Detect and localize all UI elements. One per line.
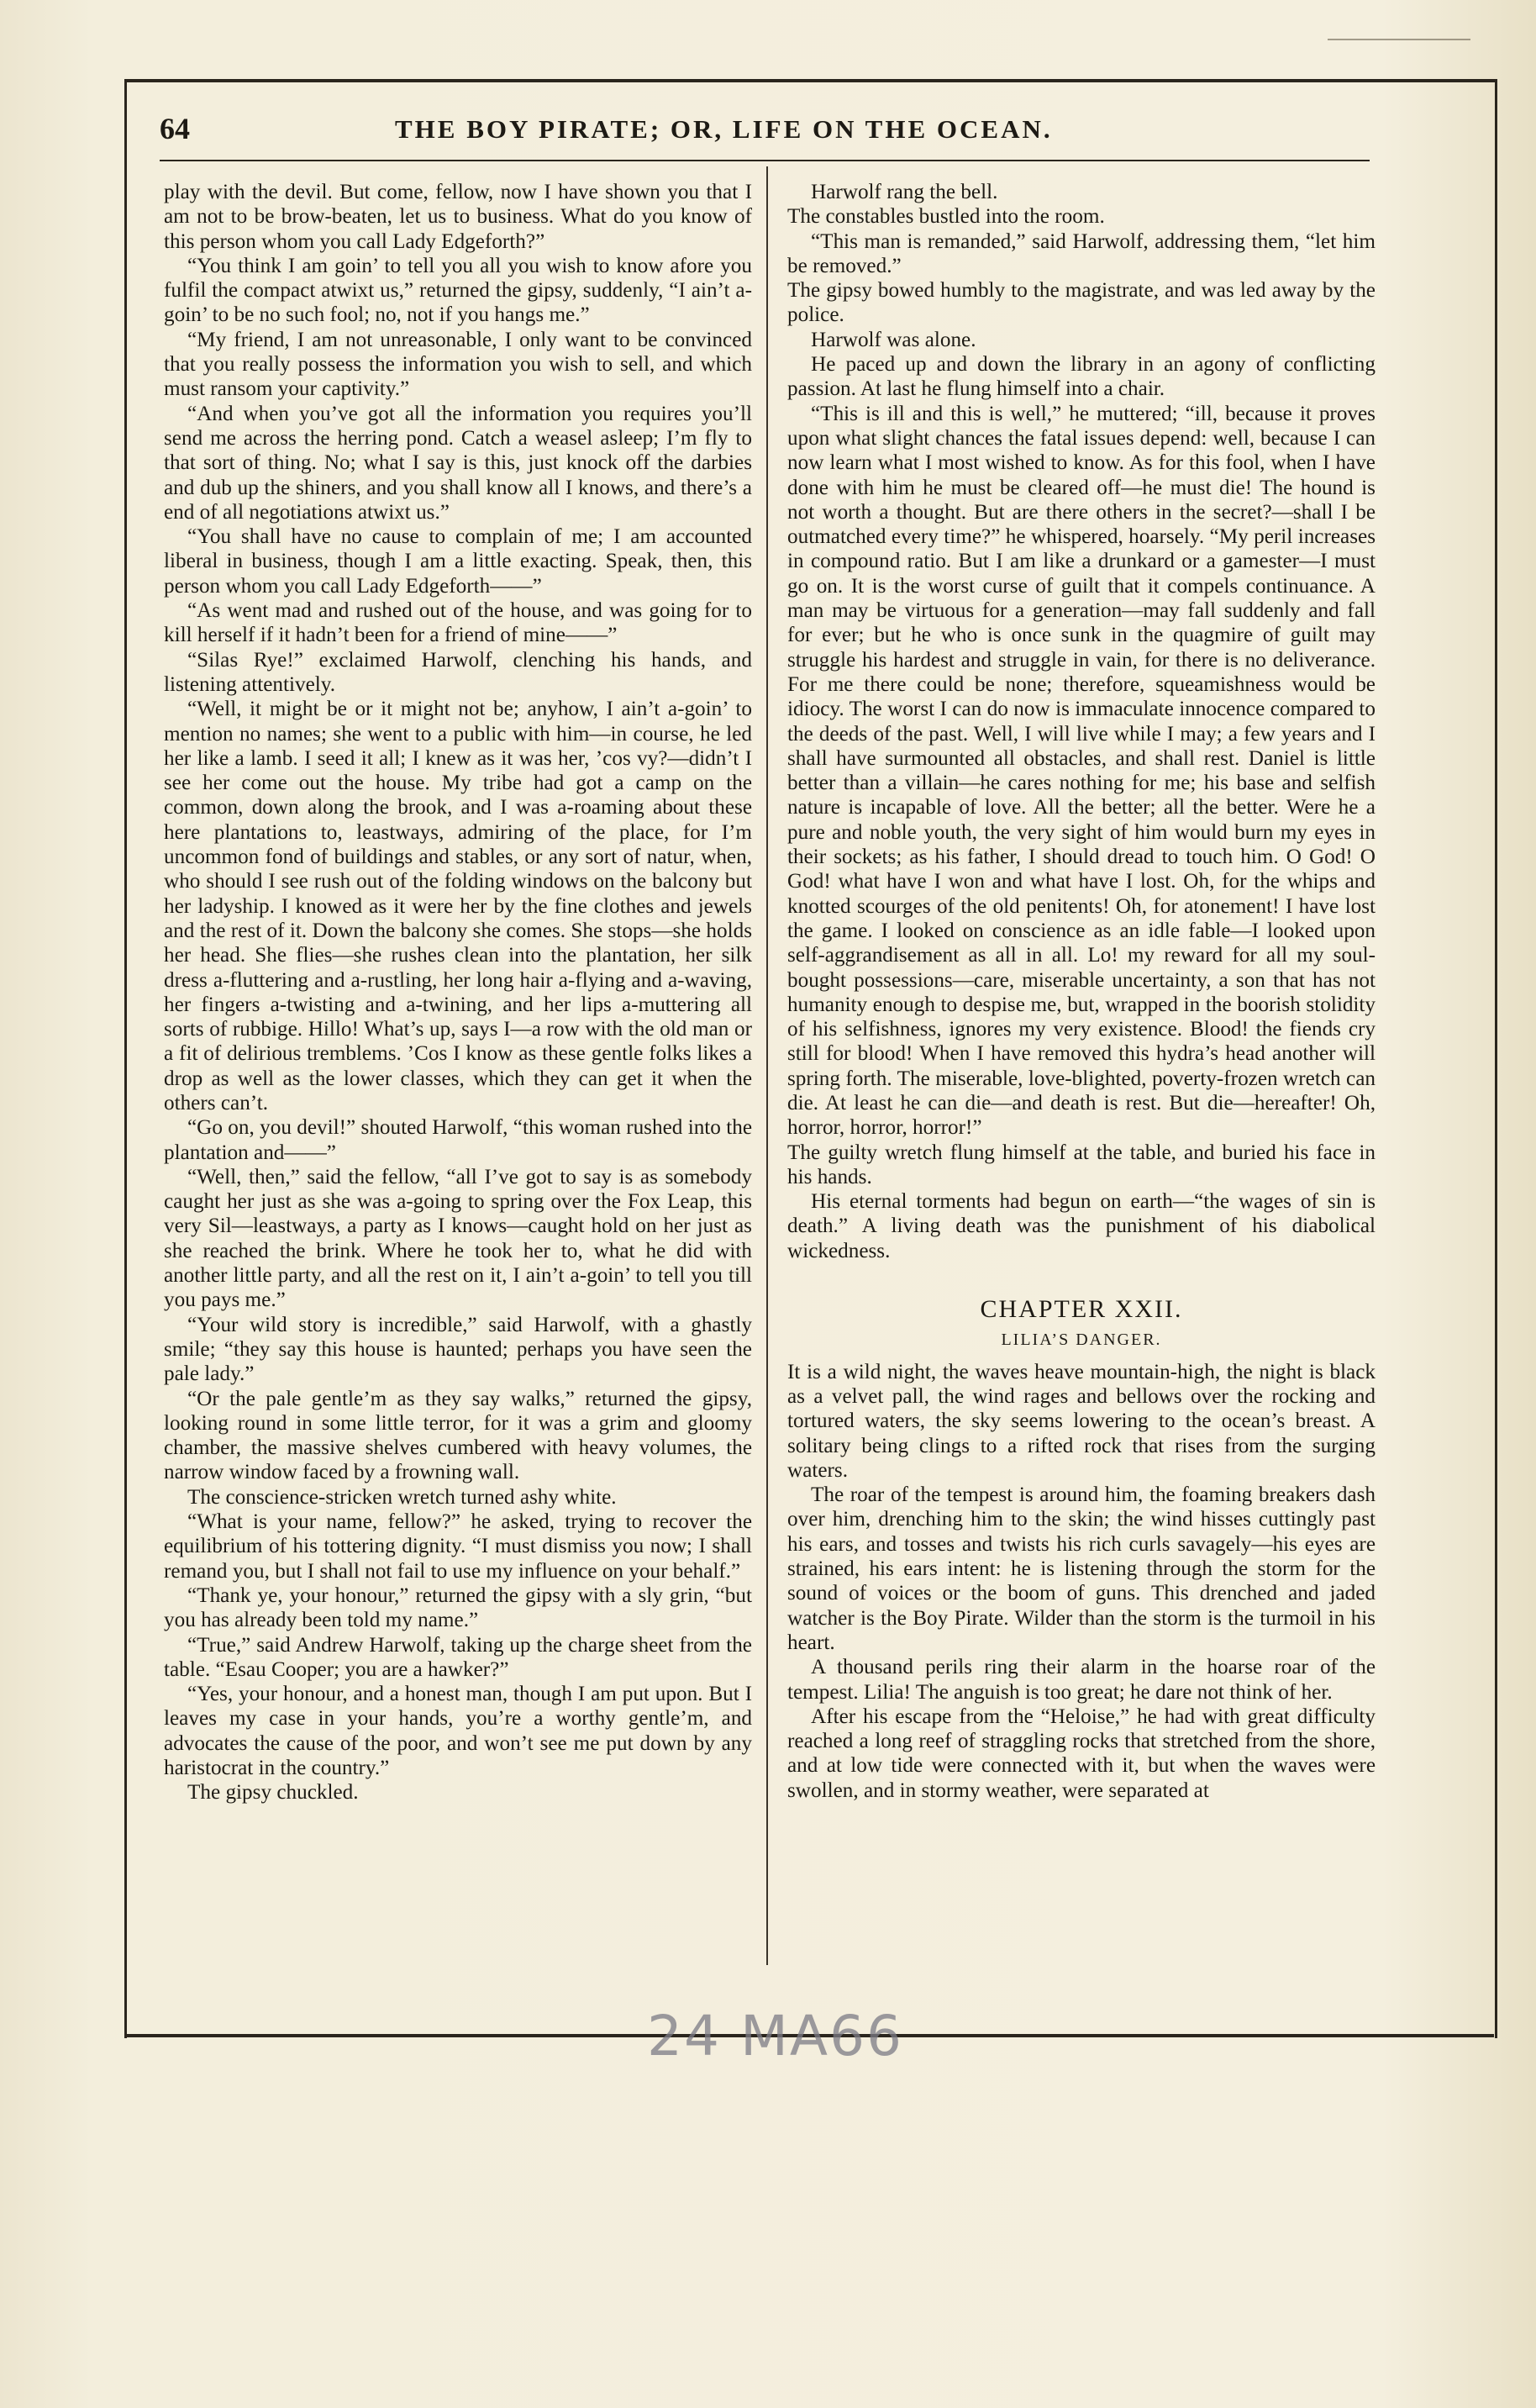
paragraph: “As went mad and rushed out of the house, and was going for to kill herself if it hadn’t been for a friend of mine——” [164, 599, 752, 647]
column-divider [766, 166, 768, 1965]
library-stamp: 24 MA66 [647, 2004, 904, 2068]
paragraph: The gipsy chuckled. [187, 1781, 359, 1805]
paragraph: The conscience-stricken wretch turned ashy white. [187, 1485, 617, 1509]
paragraph: “You shall have no cause to complain of me; I am accounted liberal in business, though I am a little exacting. Speak, then, this person whom you call Lady Edgeforth——” [164, 525, 752, 598]
header-rule [160, 160, 1370, 161]
paragraph: “Go on, you devil!” shouted Harwolf, “this woman rushed into the plantation and——” [164, 1116, 752, 1164]
running-title: THE BOY PIRATE; OR, LIFE ON THE OCEAN. [395, 114, 1053, 144]
paragraph: Harwolf rang the bell. [811, 181, 998, 203]
paragraph: “And when you’ve got all the information you requires you’ll send me across the herring pond. Catch a weasel asleep; I’m fly to that sort of thing. No; what I say is this, just knock off the darbies and dub up the shiners, and you shall know all I knows, and there’s a end of all negotiations atwixt us.” [164, 402, 752, 524]
left-column [164, 180, 752, 1805]
paragraph: “Thank ye, your honour,” returned the gipsy with a sly grin, “but you has already been told my name.” [164, 1583, 752, 1632]
paragraph: “Well, then,” said the fellow, “all I’ve got to say is as somebody caught her just as she was a-going to spring over the Fox Leap, this very Sil—leastways, a party as I knows—caught hold on her just as she reached the brink. Where he took her to, what he did with another little party, and all the rest on it, I ain’t a-goin’ to tell you till you pays me.” [164, 1165, 752, 1312]
paragraph: He paced up and down the library in an agony of conflicting passion. At last he flung himself into a chair. [787, 353, 1376, 401]
paragraph: play with the devil. But come, fellow, now I have shown you that I am not to be brow-beaten, let us to business. What do you know of this person whom you call Lady Edgeforth?” [164, 181, 752, 253]
paragraph: “Well, it might be or it might not be; anyhow, I ain’t a-goin’ to mention no names; she went to a public with him—in course, he led her like a lamb. I seed it all; I knew as it was her, ’cos vy?—didn’t I see her come out the house. My tribe had got a camp on the common, down along the brook, and I was a-roaming about these here plantations to, leastways, admiring of the place, for I’m uncommon fond of buildings and stables, or any sort of natur, when, who should I see rush out of the folding windows on the balcony but her ladyship. I knowed as it were her by the fine clothes and jewels and the rest of it. Down the balcony she comes. She stops—she holds her head. She flies—she rushes clean into the plantation, her silk dress a-fluttering and a-rustling, her long hair a-flying and a-waving, her fingers a-twisting and a-twining, and her lips a-muttering all sorts of rubbige. Hillo! What’s up, says I—a row with the old man or a fit of delirious tremblems. ’Cos I know as these gentle folks likes a drop as well as the lower classes, which they can get it when the others can’t. [164, 698, 752, 1114]
paragraph: Harwolf was alone. [811, 328, 976, 351]
paragraph: “You think I am goin’ to tell you all you wish to know afore you fulfil the compact atwixt us,” returned the gipsy, suddenly, “I ain’t a-goin’ to be no such fool; no, not if you hangs me.” [164, 254, 752, 327]
page-header [160, 111, 1370, 153]
corner-mark [1328, 39, 1470, 40]
paragraph: The gipsy bowed humbly to the magistrate, and was led away by the police. [787, 279, 1376, 327]
paragraph: “Silas Rye!” exclaimed Harwolf, clenching his hands, and listening attentively. [164, 648, 752, 696]
paragraph: “Yes, your honour, and a honest man, though I am put upon. But I leaves my case in your hands, you’re a worthy gentle’m, and advocates the cause of the poor, and won’t see me put down by any haristocrat in the country.” [164, 1683, 752, 1779]
paragraph: After his escape from the “Heloise,” he had with great difficulty reached a long reef of straggling rocks that stretched from the shore, and at low tide were connected with it, but when the waves were swollen, and in stormy weather, were separated at [787, 1705, 1376, 1802]
paragraph: “This man is remanded,” said Harwolf, addressing them, “let him be removed.” [787, 229, 1376, 277]
paragraph: “Your wild story is incredible,” said Harwolf, with a ghastly smile; “they say this house is haunted; perhaps you have seen the pale lady.” [164, 1313, 752, 1386]
paragraph: A thousand perils ring their alarm in the hoarse roar of the tempest. Lilia! The anguish is too great; he dare not think of her. [787, 1656, 1376, 1704]
paragraph: The guilty wretch flung himself at the table, and buried his face in his hands. [787, 1141, 1376, 1188]
paragraph: The roar of the tempest is around him, the foaming breakers dash over him, drenching him to the skin; the wind hisses cuttingly past his ears, and tosses and twists his rich curls savagely—his eyes are strained, his ears intent: he is listening through the storm for the sound of voices or the boom of guns. This drenched and jaded watcher is the Boy Pirate. Wilder than the storm is the turmoil in his heart. [787, 1483, 1376, 1654]
paragraph: It is a wild night, the waves heave mountain-high, the night is black as a velvet pall, the wind rages and bellows over the rocking and tortured waters, the sky seems lowering to the ocean’s breast. A solitary being clings to a rifted rock that rises from the surging waters. [787, 1360, 1376, 1482]
chapter-subtitle: LILIA’S DANGER. [1001, 1330, 1162, 1350]
paragraph: “This is ill and this is well,” he muttered; “ill, because it proves upon what slight chances the fatal issues depend: well, because I can now learn what I most wished to know. As for this fool, when I have done with him he must be cleared off—he must die! The hound is not worth a thought. But are there others in the secret?—shall I be outmatched every time?” he whispered, hoarsely. “My peril increases in compound ratio. But I am like a drunkard or a gamester—I must go on. It is the worst curse of guilt that it compels continuance. A man may be virtuous for a generation—may fall suddenly and fall for ever; but he who is once sunk in the quagmire of guilt may struggle his hardest and struggle in vain, for there is no deliverance. For me there could be none; therefore, squeamishness would be idiocy. The worst I can do now is immaculate innocence compared to the deeds of the past. Well, I will live while I may; a few years and I shall have surmounted all obstacles, and shall rest. Daniel is little better than a villain—he cares nothing for me; his base and selfish nature is incapable of love. All the better; all the better. Were he a pure and noble youth, the very sight of him would burn my eyes in their sockets; as his father, I should dread to touch him. O God! O God! what have I won and what have I lost. Oh, for the whips and knotted scourges of the old penitents! Oh, for atonement! I have lost the game. I looked on conscience as an idle fable—I looked upon self-aggrandisement as all in all. Lo! my reward for all my soul-bought possessions—care, miserable uncertainty, a son that has not humanity enough to despise me, but, wrapped in the boorish stolidity of his selfishness, ignores my very existence. Blood! the fiends cry still for blood! When I have removed this hydra’s head another will spring forth. The miserable, love-blighted, poverty-frozen wretch can die. At least he can die—and death is rest. But die—hereafter! Oh, horror, horror, horror!” [787, 402, 1376, 1140]
paragraph: “True,” said Andrew Harwolf, taking up the charge sheet from the table. “Esau Cooper; you are a hawker?” [164, 1633, 752, 1681]
right-column [787, 180, 1376, 1803]
chapter-title: CHAPTER XXII. [980, 1295, 1183, 1324]
paragraph: His eternal torments had begun on earth—“the wages of sin is death.” A living death was the punishment of his diabolical wickedness. [787, 1190, 1376, 1262]
paragraph: “My friend, I am not unreasonable, I only want to be convinced that you really possess the information you wish to sell, and which must ransom your captivity.” [164, 328, 752, 401]
page-number: 64 [160, 112, 190, 145]
paragraph: “Or the pale gentle’m as they say walks,” returned the gipsy, looking round in some little terror, for it was a grim and gloomy chamber, the massive shelves cumbered with heavy volumes, the narrow window faced by a frowning wall. [164, 1387, 752, 1484]
paragraph: “What is your name, fellow?” he asked, trying to recover the equilibrium of his tottering dignity. “I must dismiss you now; I shall remand you, but I shall not fail to use my influence on your behalf.” [164, 1510, 752, 1583]
paragraph: The constables bustled into the room. [787, 205, 1105, 229]
